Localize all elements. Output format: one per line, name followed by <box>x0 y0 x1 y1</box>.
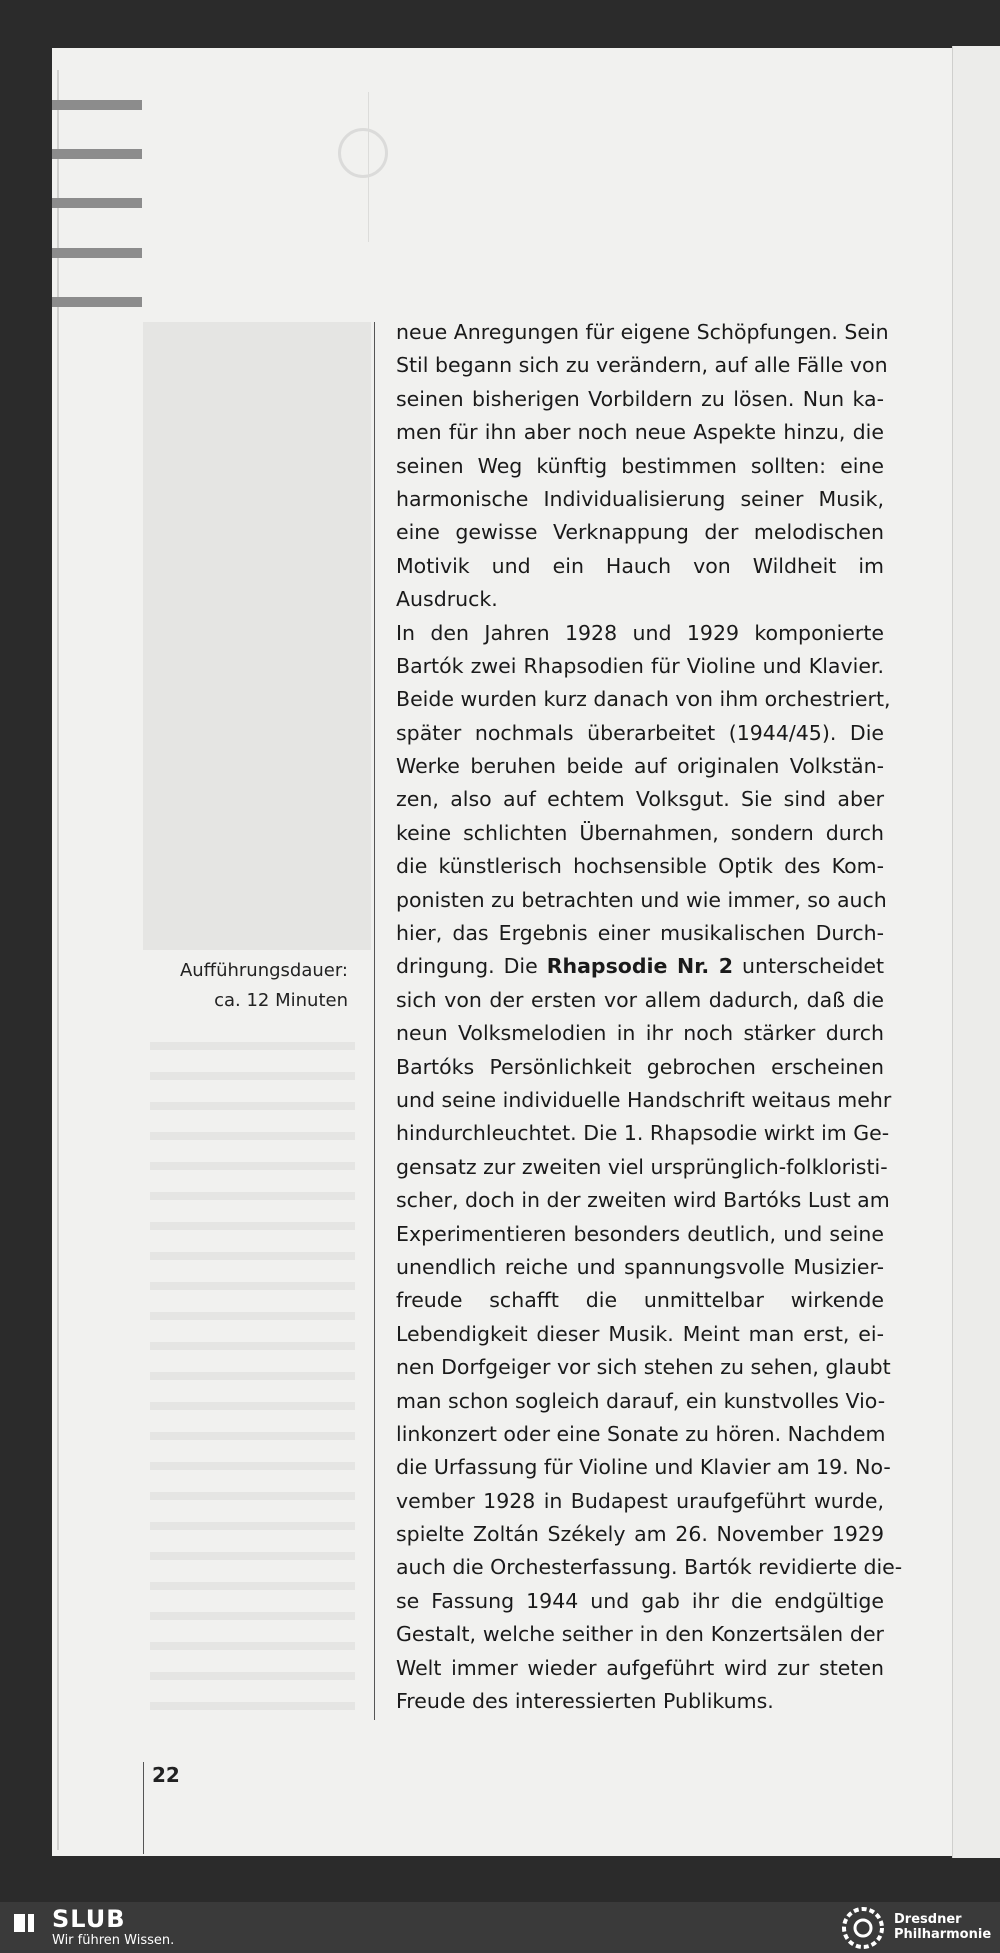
duration-label: Aufführungsdauer: <box>179 960 348 981</box>
footer-bar <box>0 1902 1000 1953</box>
dresdner-philharmonie-logo-icon <box>842 1907 884 1949</box>
text-line: Werke beruhen beide auf originalen Volkstän- <box>396 754 884 779</box>
performance-duration-note <box>150 956 348 1016</box>
slub-name[interactable]: SLUB <box>52 1905 126 1933</box>
text-line: Freude des interessierten Publikums. <box>396 1689 774 1714</box>
text-line-start: dringung. Die <box>396 954 547 979</box>
text-line: keine schlichten Übernahmen, sondern durch <box>396 820 884 845</box>
text-line: Gestalt, welche seither in den Konzertsälen der <box>396 1622 884 1647</box>
text-line: Experimentieren besonders deutlich, und seine <box>396 1221 884 1246</box>
text-line: Lebendigkeit dieser Musik. Meint man erst, ei- <box>396 1321 884 1346</box>
text-line: die Urfassung für Violine und Klavier am 19. No- <box>396 1455 891 1480</box>
decorative-stripe <box>52 100 142 110</box>
decorative-stripe <box>52 248 142 258</box>
page-number: 22 <box>152 1763 180 1787</box>
text-line: Motivik und ein Hauch von Wildheit im <box>396 553 884 578</box>
text-line: harmonische Individualisierung seiner Musik, <box>396 486 884 511</box>
text-line: seinen Weg künftig bestimmen sollten: eine <box>396 453 884 478</box>
decorative-stripe <box>52 297 142 307</box>
slub-logo-icon <box>12 1911 36 1935</box>
text-line: unendlich reiche und spannungsvolle Musizier- <box>396 1254 884 1279</box>
body-text <box>396 316 903 1718</box>
text-line: Bartóks Persönlichkeit gebrochen erscheinen <box>396 1054 884 1079</box>
text-line: In den Jahren 1928 und 1929 komponierte <box>396 620 884 645</box>
text-line: Ausdruck. <box>396 587 498 612</box>
decorative-stripe <box>52 149 142 159</box>
text-line: freude schafft die unmittelbar wirkende <box>396 1288 884 1313</box>
show-through-rule <box>368 92 369 242</box>
show-through-text <box>150 1020 355 1720</box>
text-line: Bartók zwei Rhapsodien für Violine und Klavier. <box>396 653 884 678</box>
text-line: seinen bisherigen Vorbildern zu lösen. Nun ka- <box>396 386 884 411</box>
next-page-edge <box>952 46 1000 1858</box>
column-rule <box>374 322 375 1720</box>
text-line-end: unterscheidet <box>733 954 884 979</box>
folio-rule <box>143 1762 144 1854</box>
text-line: se Fassung 1944 und gab ihr die endgültige <box>396 1588 884 1613</box>
text-line: zen, also auf echtem Volksgut. Sie sind aber <box>396 787 884 812</box>
text-line: und seine individuelle Handschrift weitaus mehr <box>396 1087 892 1112</box>
text-line: neun Volksmelodien in ihr noch stärker durch <box>396 1021 884 1046</box>
duration-value: ca. 12 Minuten <box>214 990 348 1011</box>
decorative-stripe <box>52 198 142 208</box>
text-line: Beide wurden kurz danach von ihm orchestriert, <box>396 687 891 712</box>
text-line: auch die Orchesterfassung. Bartók revidierte die- <box>396 1555 903 1580</box>
text-line: linkonzert oder eine Sonate zu hören. Nachdem <box>396 1421 886 1446</box>
text-line: Stil begann sich zu verändern, auf alle Fälle von <box>396 353 888 378</box>
show-through-logo-mark-icon <box>338 128 388 178</box>
text-line: neue Anregungen für eigene Schöpfungen. Sein <box>396 320 889 344</box>
slub-tagline: Wir führen Wissen. <box>52 1933 175 1948</box>
text-line: hindurchleuchtet. Die 1. Rhapsodie wirkt im Ge- <box>396 1121 890 1146</box>
text-line: die künstlerisch hochsensible Optik des Kom- <box>396 854 884 879</box>
text-line: gensatz zur zweiten viel ursprünglich-folkloristi- <box>396 1154 888 1179</box>
text-line: vember 1928 in Budapest uraufgeführt wurde, <box>396 1488 884 1513</box>
text-line: sich von der ersten vor allem dadurch, daß die <box>396 987 884 1012</box>
text-line: men für ihn aber noch neue Aspekte hinzu, die <box>396 420 884 445</box>
show-through-image <box>143 322 371 950</box>
text-line: eine gewisse Verknappung der melodischen <box>396 520 884 545</box>
text-line: hier, das Ergebnis einer musikalischen Durch- <box>396 921 884 946</box>
text-line: Welt immer wieder aufgeführt wird zur steten <box>396 1655 884 1680</box>
partner-name[interactable]: Dresdner Philharmonie <box>894 1912 992 1942</box>
text-line <box>396 950 884 983</box>
text-line: spielte Zoltán Székely am 26. November 1929 <box>396 1522 884 1547</box>
show-through-logo <box>170 120 410 190</box>
text-line: nen Dorfgeiger vor sich stehen zu sehen, glaubt <box>396 1355 891 1380</box>
gutter-line <box>57 70 59 1850</box>
text-line: man schon sogleich darauf, ein kunstvolles Vio- <box>396 1388 886 1413</box>
work-title-emphasis: Rhapsodie Nr. 2 <box>546 954 734 979</box>
text-line: später nochmals überarbeitet (1944/45). Die <box>396 720 884 745</box>
text-line: ponisten zu betrachten und wie immer, so auch <box>396 887 887 912</box>
text-line: scher, doch in der zweiten wird Bartóks Lust am <box>396 1188 890 1213</box>
